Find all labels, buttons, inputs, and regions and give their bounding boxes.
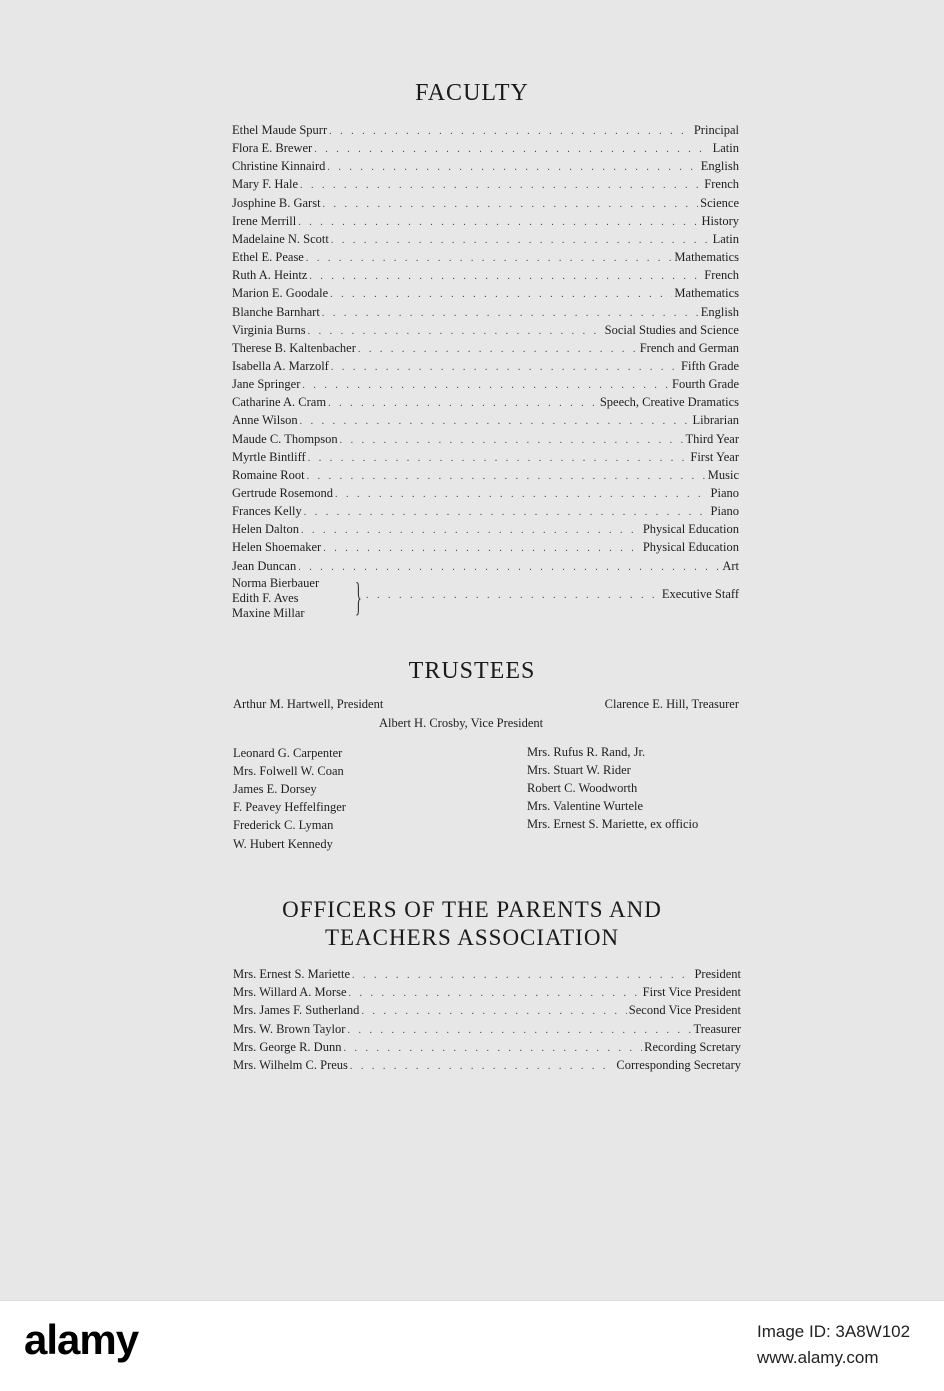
person-name: Gertrude Rosemond: [232, 486, 334, 500]
alamy-logo: alamy: [24, 1316, 139, 1363]
person-name: Helen Shoemaker: [232, 540, 322, 555]
leader-row: [233, 983, 741, 1001]
staff-name: Maxine Millar: [232, 606, 305, 620]
image-id: Image ID: 3A8W102: [757, 1322, 911, 1341]
leader-row: [232, 303, 739, 321]
leader-row: [232, 448, 739, 466]
trustee-vice-president: Albert H. Crosby, Vice President: [379, 716, 544, 730]
staff-name: Norma Bierbauer: [232, 576, 320, 590]
person-role: Music: [707, 467, 739, 482]
person-name: Mrs. George R. Dunn: [233, 1039, 342, 1054]
person-role: Social Studies and Science: [604, 322, 739, 337]
person-role: Mathematics: [674, 286, 739, 301]
pta-heading-line1: OFFICERS OF THE PARENTS AND: [282, 897, 662, 922]
site-url: www.alamy.com: [757, 1348, 879, 1367]
person-name: Jane Springer: [232, 377, 301, 392]
person-role: First Vice President: [642, 985, 741, 1000]
leader-row: [232, 520, 739, 538]
person-name: Madelaine N. Scott: [232, 231, 329, 246]
leader-row: [233, 965, 741, 983]
leader-row: [232, 411, 739, 429]
person-name: Mrs. Wilhelm C. Preus: [233, 1058, 348, 1072]
trustee-name: James E. Dorsey: [233, 782, 317, 797]
person-name: Ethel E. Pease: [232, 250, 304, 265]
person-role: Mathematics: [674, 250, 739, 265]
trustees-heading: TRUSTEES: [408, 658, 536, 684]
person-role: French: [704, 268, 739, 283]
leader-row: [232, 321, 739, 339]
person-name: Helen Dalton: [232, 522, 299, 537]
person-role: Physical Education: [642, 540, 739, 555]
leader-row: [232, 212, 739, 230]
person-role: French and German: [639, 340, 739, 355]
leader-row: [232, 339, 739, 357]
person-role: Piano: [710, 504, 739, 519]
trustee-treasurer: Clarence E. Hill, Treasurer: [604, 697, 739, 711]
person-role: Third Year: [685, 431, 739, 446]
trustee-name: Mrs. Folwell W. Coan: [233, 764, 344, 779]
leader-dots: [350, 1058, 614, 1076]
leader-row: [232, 484, 739, 502]
person-role: Latin: [712, 231, 739, 246]
person-role: Second Vice President: [628, 1003, 741, 1018]
leader-row: [232, 502, 739, 520]
leader-row: [233, 1001, 741, 1019]
trustee-name: Mrs. Stuart W. Rider: [527, 763, 631, 778]
leader-row: [232, 139, 739, 157]
person-role: Treasurer: [693, 1021, 741, 1036]
person-name: Catharine A. Cram: [232, 395, 327, 410]
leader-row: [232, 538, 739, 556]
leader-row: [232, 194, 739, 212]
leader-row: [232, 284, 739, 302]
leader-row: [232, 230, 739, 248]
leader-row: [233, 1020, 741, 1038]
person-role: Speech, Creative Dramatics: [599, 395, 739, 410]
leader-row: [232, 157, 739, 175]
leader-row: [232, 375, 739, 393]
person-name: Maude C. Thompson: [232, 431, 338, 446]
person-role: Fifth Grade: [681, 358, 739, 373]
executive-staff-names: [232, 576, 352, 621]
trustee-name: Mrs. Rufus R. Rand, Jr.: [527, 745, 646, 759]
person-name: Flora E. Brewer: [232, 141, 313, 156]
person-name: Irene Merrill: [232, 213, 297, 228]
person-name: Marion E. Goodale: [232, 286, 329, 301]
leader-row: [232, 393, 739, 411]
person-role: Art: [722, 558, 739, 573]
person-role: Principal: [693, 123, 739, 137]
person-name: Jean Duncan: [232, 558, 297, 573]
leader-row: [232, 557, 739, 575]
person-name: Mary F. Hale: [232, 177, 298, 192]
trustee-president: Arthur M. Hartwell, President: [233, 697, 384, 711]
person-role: Science: [700, 195, 739, 210]
person-name: Virginia Burns: [232, 322, 306, 337]
person-name: Mrs. James F. Sutherland: [233, 1003, 360, 1018]
person-name: Anne Wilson: [232, 413, 298, 428]
leader-dots: [366, 587, 658, 605]
staff-name: Edith F. Aves: [232, 591, 299, 605]
person-role: English: [700, 159, 739, 174]
person-role: Piano: [710, 486, 739, 500]
person-name: Myrtle Bintliff: [232, 449, 306, 464]
brace-icon: }: [355, 574, 362, 619]
trustee-name: W. Hubert Kennedy: [233, 836, 333, 851]
person-name: Ethel Maude Spurr: [232, 123, 328, 137]
trustee-name: Mrs. Valentine Wurtele: [527, 799, 644, 814]
person-role: President: [694, 967, 741, 981]
leader-row: [232, 121, 739, 139]
person-role: Corresponding Secretary: [616, 1058, 741, 1072]
person-name: Blanche Barnhart: [232, 304, 320, 319]
leader-row: [233, 1038, 741, 1056]
person-name: Mrs. W. Brown Taylor: [233, 1021, 346, 1036]
executive-staff-row: [366, 585, 739, 603]
trustee-name: Robert C. Woodworth: [527, 781, 638, 796]
trustee-name: Frederick C. Lyman: [233, 818, 334, 833]
person-name: Mrs. Ernest S. Mariette: [233, 967, 350, 981]
person-role: Physical Education: [642, 522, 739, 537]
pta-heading-line2: TEACHERS ASSOCIATION: [324, 925, 620, 950]
person-name: Josphine B. Garst: [232, 195, 321, 210]
leader-row: [232, 357, 739, 375]
person-name: Frances Kelly: [232, 504, 302, 519]
person-name: Isabella A. Marzolf: [232, 358, 329, 373]
trustee-name: Leonard G. Carpenter: [233, 746, 343, 760]
footer-bar: [0, 1300, 944, 1391]
staff-role: Executive Staff: [661, 587, 739, 601]
person-role: History: [701, 213, 739, 228]
person-name: Ruth A. Heintz: [232, 268, 308, 283]
trustee-name: F. Peavey Heffelfinger: [233, 800, 346, 815]
leader-row: [232, 466, 739, 484]
person-name: Romaine Root: [232, 467, 305, 482]
leader-row: [232, 430, 739, 448]
person-role: French: [704, 177, 739, 192]
leader-row: [233, 1056, 741, 1074]
person-name: Christine Kinnaird: [232, 159, 326, 174]
person-role: Fourth Grade: [672, 377, 739, 392]
person-role: English: [700, 304, 739, 319]
person-name: Therese B. Kaltenbacher: [232, 340, 356, 355]
person-name: Mrs. Willard A. Morse: [233, 985, 347, 1000]
person-role: Latin: [712, 141, 739, 156]
person-role: Librarian: [692, 413, 739, 428]
faculty-heading: FACULTY: [415, 80, 529, 106]
trustee-name: Mrs. Ernest S. Mariette, ex officio: [527, 817, 699, 832]
leader-row: [232, 175, 739, 193]
person-role: First Year: [690, 449, 739, 464]
leader-row: [232, 248, 739, 266]
person-role: Recording Scretary: [644, 1039, 741, 1054]
leader-row: [232, 266, 739, 284]
